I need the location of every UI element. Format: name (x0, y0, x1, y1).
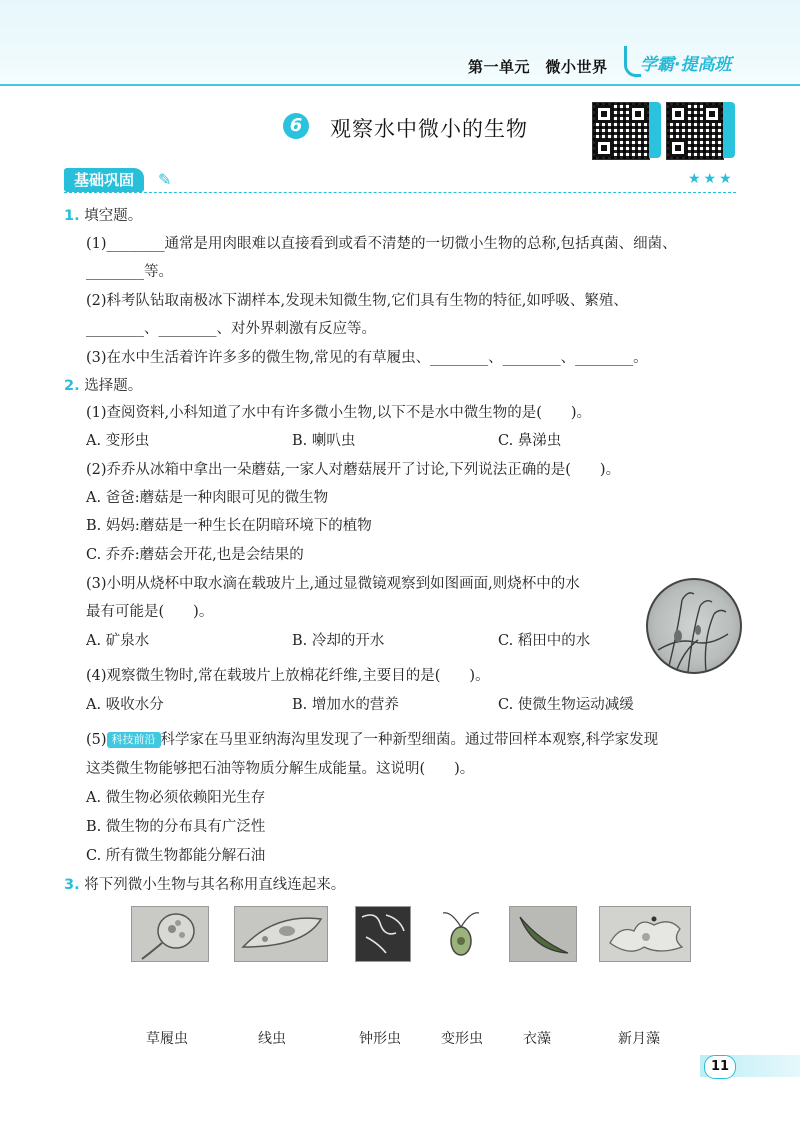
organism-photo-amoeba (599, 906, 691, 962)
header-rule (0, 84, 800, 86)
section-label: 基础巩固 (64, 168, 144, 192)
question-2-heading (64, 376, 142, 396)
difficulty-stars: ★★★ (688, 171, 735, 187)
question-stem: 填空题。 (84, 208, 143, 224)
option[interactable]: C. 稻田中的水 (498, 633, 591, 649)
blank-line: ________、________、对外界刺激有反应等。 (86, 321, 376, 337)
option[interactable]: A. 吸收水分 (86, 697, 164, 713)
organism-name: 衣藻 (523, 1031, 551, 1047)
option[interactable]: B. 冷却的开水 (292, 633, 385, 649)
lesson-title: 观察水中微小的生物 (330, 117, 528, 141)
sub-question-prefix: (5) (86, 732, 107, 748)
sub-question-3: (3)小明从烧杯中取水滴在载玻片上,通过显微镜观察到如图画面,则烧杯中的水 (86, 576, 580, 592)
blank-line: ________等。 (86, 264, 173, 280)
organism-name: 草履虫 (146, 1031, 188, 1047)
sub-question-5 (86, 730, 658, 750)
question-number: 3. (64, 877, 80, 893)
question-1-heading (64, 206, 142, 226)
qr-code-icon[interactable] (592, 102, 650, 160)
blank-line: (1)________通常是用肉眼难以直接看到或看不清楚的一切微小生物的总称,包括真菌、细菌、 (86, 236, 677, 252)
option[interactable]: A. 爸爸:蘑菇是一种肉眼可见的微生物 (86, 490, 329, 506)
qr-tag (723, 102, 735, 158)
unit-title: 第一单元 微小世界 (468, 58, 608, 76)
blank-line: (2)科考队钻取南极冰下湖样本,发现未知微生物,它们具有生物的特征,如呼吸、繁殖、 (86, 293, 628, 309)
option[interactable]: B. 微生物的分布具有广泛性 (86, 819, 266, 835)
option[interactable]: B. 妈妈:蘑菇是一种生长在阴暗环境下的植物 (86, 518, 372, 534)
sub-question-4: (4)观察微生物时,常在载玻片上放棉花纤维,主要目的是( )。 (86, 668, 490, 684)
sub-question-5-cont: 这类微生物能够把石油等物质分解生成能量。这说明( )。 (86, 761, 475, 777)
option[interactable]: A. 微生物必须依赖阳光生存 (86, 790, 266, 806)
option[interactable]: B. 喇叭虫 (292, 433, 356, 449)
question-stem: 将下列微小生物与其名称用直线连起来。 (84, 877, 346, 893)
organism-photo-chlamydomonas (436, 906, 486, 962)
page-number: 11 (704, 1055, 736, 1079)
blank-line: (3)在水中生活着许许多多的微生物,常见的有草履虫、________、________、________。 (86, 350, 648, 366)
question-stem: 选择题。 (84, 378, 143, 394)
sub-question-2: (2)乔乔从冰箱中拿出一朵蘑菇,一家人对蘑菇展开了讨论,下列说法正确的是( )。 (86, 462, 621, 478)
microscope-view-image (646, 578, 742, 674)
organism-name: 新月藻 (618, 1031, 660, 1047)
option[interactable]: C. 鼻涕虫 (498, 433, 562, 449)
option[interactable]: C. 乔乔:蘑菇会开花,也是会结果的 (86, 547, 304, 563)
sub-question-text: 科学家在马里亚纳海沟里发现了一种新型细菌。通过带回样本观察,科学家发现 (160, 732, 659, 748)
qr-tag (649, 102, 661, 158)
organism-photo-nematode (355, 906, 411, 962)
brand-title: 学霸·提高班 (640, 55, 732, 75)
organism-photo-paramecium (234, 906, 328, 962)
question-number: 2. (64, 378, 80, 394)
option[interactable]: C. 使微生物运动减缓 (498, 697, 634, 713)
option[interactable]: A. 变形虫 (86, 433, 150, 449)
organism-name: 线虫 (258, 1031, 286, 1047)
option[interactable]: B. 增加水的营养 (292, 697, 399, 713)
qr-code-icon[interactable] (666, 102, 724, 160)
sub-question-1: (1)查阅资料,小科知道了水中有许多微小生物,以下不是水中微生物的是( )。 (86, 405, 592, 421)
question-3-heading (64, 875, 345, 895)
lesson-number-badge: 6 (283, 113, 309, 139)
organism-photo-bell-animalcule (131, 906, 209, 962)
organism-photo-closterium (509, 906, 577, 962)
sub-question-3-cont: 最有可能是( )。 (86, 604, 214, 620)
organism-name: 变形虫 (441, 1031, 483, 1047)
question-number: 1. (64, 208, 80, 224)
frontier-tag: 科技前沿 (107, 732, 161, 748)
brand-mark-icon (624, 46, 641, 77)
organism-name: 钟形虫 (359, 1031, 401, 1047)
option[interactable]: C. 所有微生物都能分解石油 (86, 848, 266, 864)
section-rule (64, 192, 736, 194)
option[interactable]: A. 矿泉水 (86, 633, 150, 649)
pencil-icon: ✎ (158, 170, 172, 189)
